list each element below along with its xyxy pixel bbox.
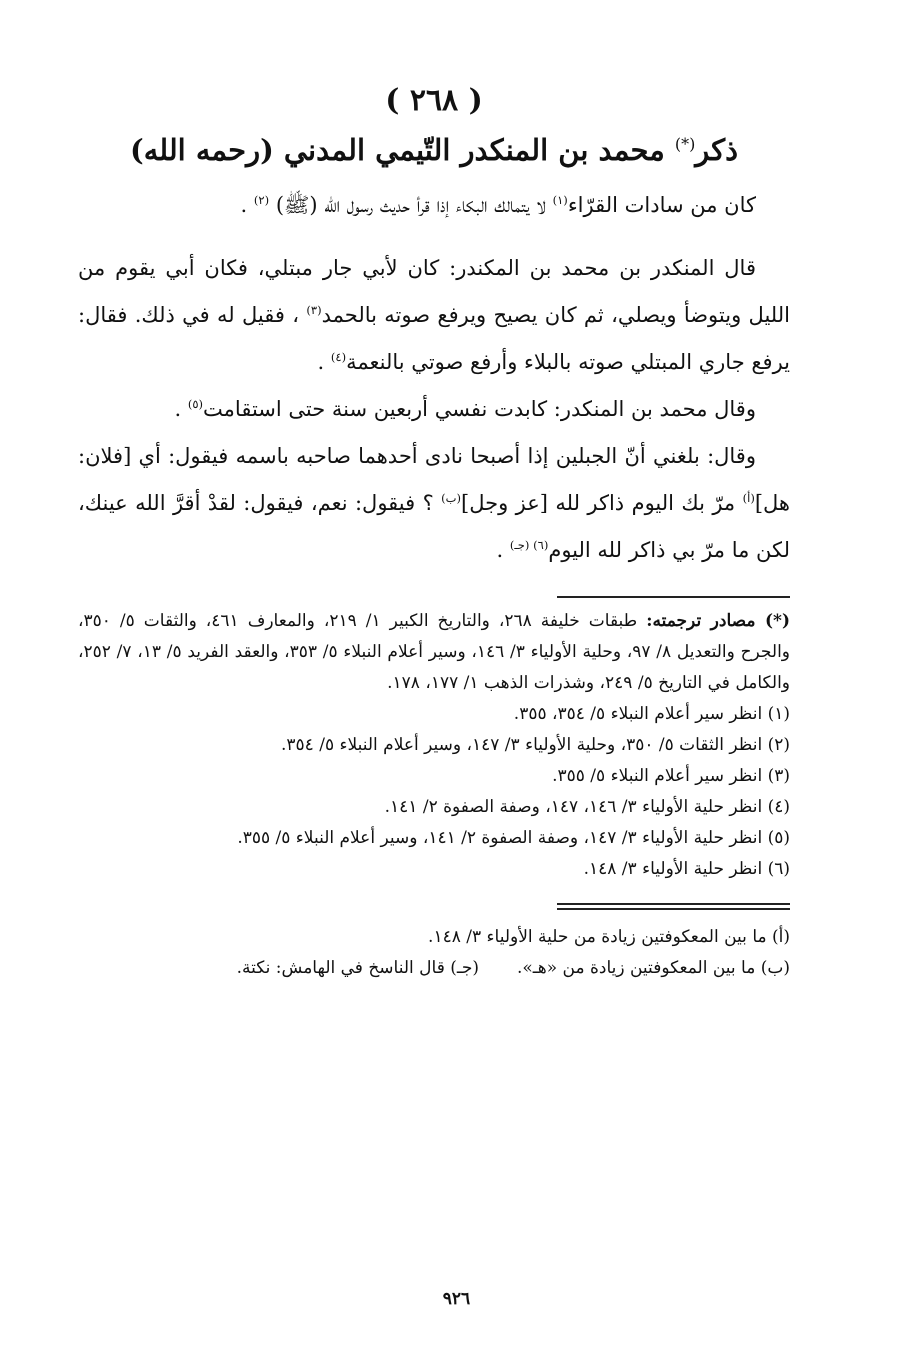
entry-title-rest: محمد بن المنكدر التّيمي المدني (رحمه الله) — [129, 133, 665, 167]
page-number: ٩٢٦ — [442, 1289, 471, 1309]
footnote-marker: (*) — [674, 134, 696, 154]
footnote-marker: (٣) — [306, 303, 322, 317]
variants-divider — [557, 903, 790, 910]
footnote-item: (٤) انظر حلية الأولياء ٣/ ١٤٦، ١٤٧، وصفة الصفوة ٢/ ١٤١. — [384, 797, 790, 817]
footnote-item: (٦) انظر حلية الأولياء ٣/ ١٤٨. — [583, 859, 790, 879]
paragraph-4: وقال: بلغني أنّ الجبلين إذا أصبحا نادى أحدهما صاحبه باسمه فيقول: أي [فلان: هل]$^{(أ)}$ مرّ بك اليوم ذاكر لله [عز وجل]$^{(ب)}$ ؟ فيقول: نعم، فيقول: لقدْ أقرَّ الله عينك، لكن ما مرّ بي ذاكر لله اليوم$^{(٦) (جـ)}$ . — [78, 444, 790, 562]
footnote-item: (١) انظر سير أعلام النبلاء ٥/ ٣٥٤، ٣٥٥. — [513, 704, 790, 724]
footnote-marker: (١) — [552, 193, 568, 207]
entry-title-lead: ذكر — [695, 133, 739, 167]
footnote-item: (٥) انظر حلية الأولياء ٣/ ١٤٧، وصفة الصفوة ٢/ ١٤١، وسير أعلام النبلاء ٥/ ٣٥٥. — [237, 828, 790, 848]
paragraph-2: قال المنكدر بن محمد بن المكندر: كان لأبي جار مبتلي، فكان أبي يقوم من الليل ويتوضأ ويصلي، ثم كان يصيح ويرفع صوته بالحمد$^{(٣)}$ ، فقيل له في ذلك. فقال: يرفع جاري المبتلي صوته بالبلاء وأرفع صوتي بالنعمة$^{(٤)}$ . — [78, 256, 790, 374]
variant-note-a: (أ) ما بين المعكوفتين زيادة من حلية الأولياء ٣/ ١٤٨. — [428, 927, 790, 947]
footnote-item: (٢) انظر الثقات ٥/ ٣٥٠، وحلية الأولياء ٣/ ١٤٧، وسير أعلام النبلاء ٥/ ٣٥٤. — [280, 735, 790, 755]
footnote-marker: (ب) — [441, 491, 462, 505]
footnote-sources — [78, 606, 790, 699]
paragraph-1: كان من سادات القرّاء$^{(١)}$ لا يتمالك البكاء إذا قرأ حديث رسول الله (ﷺ) $^{(٢)}$ . — [240, 193, 756, 217]
paragraph-3: وقال محمد بن المنكدر: كابدت نفسي أربعين سنة حتى استقامت$^{(٥)}$ . — [174, 397, 756, 421]
footnote-divider — [557, 596, 790, 598]
footnote-sources-text: طبقات خليفة ٢٦٨، والتاريخ الكبير ١/ ٢١٩، والمعارف ٤٦١، والثقات ٥/ ٣٥٠، والجرح والتعديل ٨/ ٩٧، وحلية الأولياء ٣/ ١٤٦، وسير أعلام النبلاء ٥/ ٣٥٣، والعقد الفريد ٥/ ١٣، ٧/ ٢٥٢، والكامل في التاريخ ٥/ ٢٤٩، وشذرات الذهب ١/ ١٧٧، ١٧٨. — [78, 611, 791, 693]
footnote-marker: (٦) (جـ) — [509, 538, 549, 552]
variant-note-row — [78, 953, 790, 984]
variant-notes — [78, 922, 790, 984]
variant-note-b: (ب) ما بين المعكوفتين زيادة من «هـ». — [516, 958, 790, 978]
footnotes — [78, 606, 790, 885]
footnote-item: (٣) انظر سير أعلام النبلاء ٥/ ٣٥٥. — [552, 766, 790, 786]
entry-title — [78, 124, 790, 176]
footnote-marker: (أ) — [742, 491, 755, 505]
footnote-sources-label: (*) مصادر ترجمته: — [646, 611, 790, 631]
footnote-marker: (٤) — [330, 350, 347, 364]
book-page — [78, 78, 790, 984]
variant-note-c: (جـ) قال الناسخ في الهامش: نكتة. — [236, 958, 479, 978]
footnote-marker: (٢) — [253, 193, 270, 207]
footnote-marker: (٥) — [187, 397, 204, 411]
entry-number: ( ٢٦٨ ) — [385, 83, 483, 118]
